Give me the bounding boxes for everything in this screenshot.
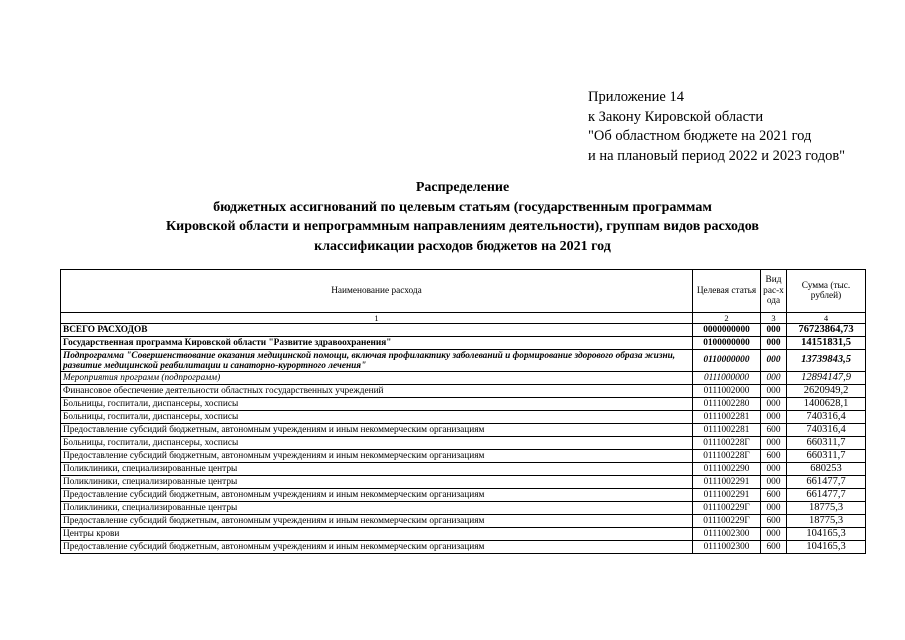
row-name: Больницы, госпитали, диспансеры, хосписы — [61, 398, 693, 411]
row-sum: 660311,7 — [787, 450, 866, 463]
table-row — [61, 324, 866, 337]
row-kind: 600 — [761, 450, 787, 463]
column-number: 2 — [693, 313, 761, 324]
row-name: Больницы, госпитали, диспансеры, хосписы — [61, 437, 693, 450]
column-number: 1 — [61, 313, 693, 324]
row-sum: 2620949,2 — [787, 385, 866, 398]
row-kind: 000 — [761, 437, 787, 450]
row-kind: 600 — [761, 489, 787, 502]
annex-header — [588, 88, 845, 166]
row-name: Предоставление субсидий бюджетным, автономным учреждениям и иным некоммерческим организациям — [61, 450, 693, 463]
table-row — [61, 398, 866, 411]
row-code: 0111000000 — [693, 372, 761, 385]
row-code: 0111002300 — [693, 541, 761, 554]
row-sum: 12894147,9 — [787, 372, 866, 385]
row-code: 0111002291 — [693, 489, 761, 502]
column-number: 4 — [787, 313, 866, 324]
row-kind: 000 — [761, 385, 787, 398]
row-kind: 000 — [761, 463, 787, 476]
row-sum: 661477,7 — [787, 476, 866, 489]
row-kind: 000 — [761, 337, 787, 350]
row-name: Поликлиники, специализированные центры — [61, 463, 693, 476]
table-row — [61, 463, 866, 476]
table-row — [61, 337, 866, 350]
row-kind: 000 — [761, 476, 787, 489]
row-sum: 740316,4 — [787, 411, 866, 424]
row-sum: 14151831,5 — [787, 337, 866, 350]
row-code: 0110000000 — [693, 350, 761, 372]
table-row — [61, 489, 866, 502]
table-row — [61, 411, 866, 424]
row-kind: 000 — [761, 528, 787, 541]
row-kind: 000 — [761, 411, 787, 424]
annex-line: к Закону Кировской области — [588, 108, 764, 125]
row-name: Предоставление субсидий бюджетным, автономным учреждениям и иным некоммерческим организациям — [61, 515, 693, 528]
row-code: 011100228Г — [693, 450, 761, 463]
row-kind: 000 — [761, 398, 787, 411]
annex-line: "Об областном бюджете на 2021 год — [588, 128, 812, 144]
title-line: бюджетных ассигнований по целевым статьям (государственным программам — [213, 199, 712, 215]
row-name: Предоставление субсидий бюджетным, автономным учреждениям и иным некоммерческим организациям — [61, 424, 693, 437]
annex-line: Приложение 14 — [588, 89, 684, 105]
row-code: 011100228Г — [693, 437, 761, 450]
row-code: 0000000000 — [693, 324, 761, 337]
table-row — [61, 450, 866, 463]
row-name: Финансовое обеспечение деятельности областных государственных учреждений — [61, 385, 693, 398]
row-sum: 104165,3 — [787, 528, 866, 541]
table-row — [61, 424, 866, 437]
row-sum: 660311,7 — [787, 437, 866, 450]
row-code: 011100229Г — [693, 502, 761, 515]
row-name: Центры крови — [61, 528, 693, 541]
table-row — [61, 350, 866, 372]
row-code: 0111002290 — [693, 463, 761, 476]
row-name: Подпрограмма "Совершенствование оказания медицинской помощи, включая профилактику заболеваний и формирование здорового образа жизни, развитие медицинской реабилитации и санаторно-курортного лечения" — [61, 350, 693, 372]
row-name: Больницы, госпитали, диспансеры, хосписы — [61, 411, 693, 424]
table-row — [61, 515, 866, 528]
table-row — [61, 437, 866, 450]
row-sum: 104165,3 — [787, 541, 866, 554]
row-name: ВСЕГО РАСХОДОВ — [61, 324, 693, 337]
table-row — [61, 541, 866, 554]
title-line: Кировской области и непрограммным направлениям деятельности), группам видов расходов — [166, 219, 759, 234]
table-header-row — [61, 270, 866, 313]
table-row — [61, 476, 866, 489]
budget-table — [60, 269, 866, 554]
title-line: классификации расходов бюджетов на 2021 год — [314, 238, 611, 254]
row-sum: 18775,3 — [787, 502, 866, 515]
title-line: Распределение — [415, 180, 510, 195]
column-number-row — [61, 313, 866, 324]
row-code: 0111002281 — [693, 411, 761, 424]
annex-line: и на плановый период 2022 и 2023 годов" — [588, 147, 846, 164]
row-code: 0111002291 — [693, 476, 761, 489]
row-name: Предоставление субсидий бюджетным, автономным учреждениям и иным некоммерческим организациям — [61, 489, 693, 502]
row-name: Мероприятия программ (подпрограмм) — [61, 372, 693, 385]
row-code: 0111002281 — [693, 424, 761, 437]
row-sum: 740316,4 — [787, 424, 866, 437]
row-name: Предоставление субсидий бюджетным, автономным учреждениям и иным некоммерческим организациям — [61, 541, 693, 554]
table-row — [61, 385, 866, 398]
table-row — [61, 372, 866, 385]
header-name: Наименование расхода — [61, 270, 693, 313]
column-number: 3 — [761, 313, 787, 324]
row-name: Поликлиники, специализированные центры — [61, 502, 693, 515]
row-name: Государственная программа Кировской области "Развитие здравоохранения" — [61, 337, 693, 350]
row-kind: 600 — [761, 515, 787, 528]
row-code: 0111002300 — [693, 528, 761, 541]
header-kind: Вид рас-хода — [761, 270, 787, 313]
row-sum: 13739843,5 — [787, 350, 866, 372]
row-kind: 600 — [761, 424, 787, 437]
row-kind: 000 — [761, 372, 787, 385]
table-row — [61, 528, 866, 541]
row-code: 011100229Г — [693, 515, 761, 528]
header-sum: Сумма (тыс. рублей) — [787, 270, 866, 313]
row-sum: 661477,7 — [787, 489, 866, 502]
row-kind: 000 — [761, 324, 787, 337]
row-name: Поликлиники, специализированные центры — [61, 476, 693, 489]
row-kind: 000 — [761, 502, 787, 515]
row-code: 0100000000 — [693, 337, 761, 350]
header-code: Целевая статья — [693, 270, 761, 313]
row-kind: 600 — [761, 541, 787, 554]
row-sum: 76723864,73 — [787, 324, 866, 337]
row-code: 0111002280 — [693, 398, 761, 411]
row-kind: 000 — [761, 350, 787, 372]
row-sum: 18775,3 — [787, 515, 866, 528]
row-sum: 680253 — [787, 463, 866, 476]
document-title — [60, 178, 865, 256]
row-sum: 1400628,1 — [787, 398, 866, 411]
row-code: 0111002000 — [693, 385, 761, 398]
table-row — [61, 502, 866, 515]
